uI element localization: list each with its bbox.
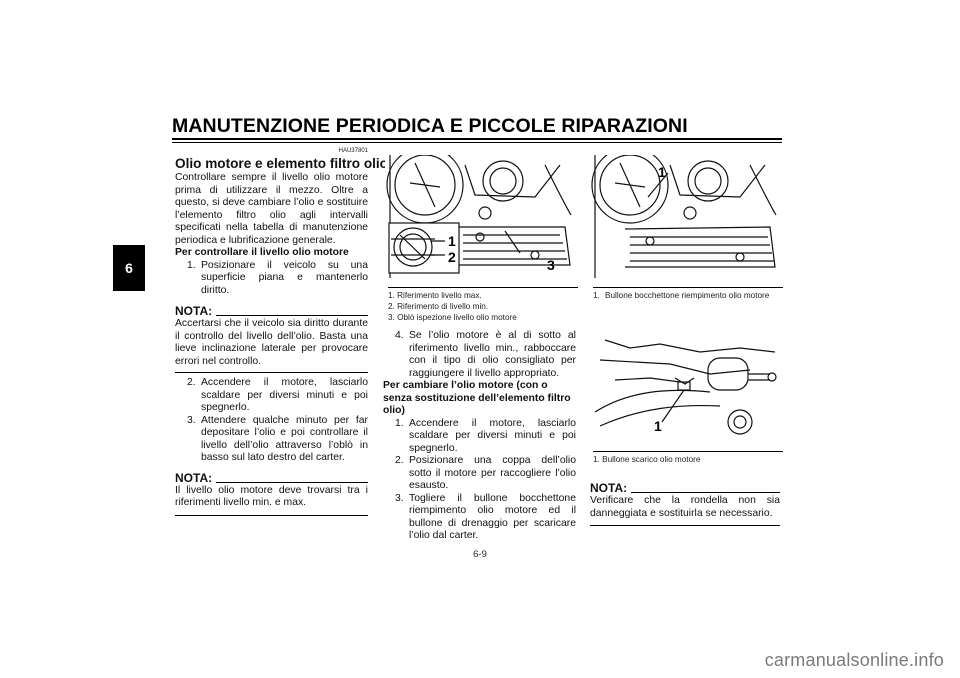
- figure2-caption-text: Bullone bocchettone riempimento olio motore: [605, 291, 770, 300]
- watermark: carmanualsonline.info: [764, 650, 944, 670]
- figure3-caption-block: [593, 451, 783, 465]
- figure1-caption-2: 2. Riferimento di livello min.: [388, 302, 489, 311]
- change-step-3: [383, 493, 576, 543]
- step-3: [175, 415, 368, 465]
- nota-1-label: NOTA:: [175, 304, 213, 318]
- change-heading: Per cambiare l’olio motore (con o senza sostituzione dell’elemento filtro olio): [383, 380, 571, 416]
- nota-2-text: Il livello olio motore deve trovarsi tra i riferimenti livello min. e max.: [175, 484, 368, 508]
- step-2-text: Accendere il motore, lasciarlo scaldare per diversi minuti e poi spegnerlo.: [201, 377, 368, 413]
- change-step-1: [383, 418, 576, 456]
- header-rule: [172, 138, 782, 140]
- left-column: [175, 148, 388, 516]
- figure3-callout-1: 1: [654, 418, 662, 434]
- oil-filler-bolt-figure: [590, 155, 778, 278]
- figure2-caption-block: [593, 287, 783, 301]
- section-title: Olio motore e elemento filtro olio: [175, 156, 388, 171]
- nota-1-heading: [175, 304, 368, 318]
- step-1-text: Posizionare il veicolo su una superficie piana e mantenerlo diritto.: [201, 259, 368, 296]
- nota-3-end-rule: [590, 525, 780, 526]
- figure1-caption-rule: [388, 287, 578, 288]
- step-1: [175, 260, 368, 298]
- figure3-caption-rule: [593, 451, 783, 452]
- nota-2-heading: [175, 471, 368, 485]
- nota-1-text: Accertarsi che il veicolo sia diritto durante il controllo del livello dell’olio. Basta una lieve inclinazione laterale per provocare errori nel controllo.: [175, 318, 368, 367]
- change-step-1-number: 1.: [395, 417, 404, 429]
- figure2-caption-number: 1.: [593, 291, 600, 300]
- step-4: [383, 330, 576, 380]
- header-rule-thin: [172, 142, 782, 143]
- step-1-number: 1.: [187, 259, 196, 271]
- change-step-3-number: 3.: [395, 492, 404, 504]
- nota-1-rule: [216, 315, 368, 316]
- step-2: [175, 377, 368, 415]
- intro-paragraph: Controllare sempre il livello olio motore prima di utilizzare il mezzo. Oltre a questo, si deve cambiare l’olio e sostituire l’elemento filtro olio agli intervalli specificati nella tabella di manutenzione periodica e lubrificazione generale.: [175, 172, 368, 246]
- page-header-title: MANUTENZIONE PERIODICA E PICCOLE RIPARAZIONI: [172, 115, 688, 137]
- section-code: HAU37801: [338, 148, 368, 154]
- middle-column: [383, 330, 576, 543]
- engine-oil-level-figure: [385, 155, 573, 278]
- nota-2-end-rule: [175, 515, 368, 516]
- figure3-caption: 1. Bullone scarico olio motore: [593, 455, 701, 464]
- step-3-number: 3.: [187, 414, 196, 426]
- nota-3-label: NOTA:: [590, 481, 628, 495]
- nota-3: [590, 481, 780, 526]
- figure1-caption-3: 3. Oblò ispezione livello olio motore: [388, 313, 517, 322]
- nota-3-heading: [590, 481, 780, 495]
- change-step-2: [383, 455, 576, 493]
- step-3-text: Attendere qualche minuto per far depositare l’olio e poi controllare il livello dell’olio attraverso l’oblò in basso sul lato destro del carter.: [201, 414, 368, 463]
- change-step-3-text: Togliere il bullone bocchettone riempimento olio motore ed il bullone di drenaggio per scaricare l’olio dal carter.: [409, 492, 576, 541]
- nota-3-text: Verificare che la rondella non sia danneggiata e sostituirla se necessario.: [590, 495, 780, 519]
- oil-drain-bolt-figure: [590, 330, 778, 450]
- figure1-caption-1: 1. Riferimento livello max.: [388, 291, 482, 300]
- change-step-2-number: 2.: [395, 455, 404, 466]
- figure2-callout-1: 1: [658, 164, 666, 180]
- figure1-callout-3: 3: [547, 257, 555, 273]
- figure2-caption: [593, 290, 783, 301]
- figure1-callout-2: 2: [448, 249, 456, 265]
- check-heading: Per controllare il livello olio motore: [175, 247, 349, 258]
- change-step-1-text: Accendere il motore, lasciarlo scaldare per diversi minuti e poi spegnerlo.: [409, 417, 576, 454]
- nota-1-end-rule: [175, 372, 368, 373]
- step-2-number: 2.: [187, 377, 196, 388]
- figure1-captions: [388, 287, 578, 323]
- nota-2-label: NOTA:: [175, 470, 213, 485]
- step-4-number: 4.: [395, 330, 404, 341]
- change-step-2-text: Posizionare una coppa dell’olio sotto il motore per raccogliere l’olio esausto.: [409, 455, 576, 491]
- chapter-tab: 6: [113, 245, 145, 291]
- step-4-text: Se l’olio motore è al di sotto al riferimento livello min., rabboccare con il tipo di olio consigliato per raggiungere il livello appropriato.: [409, 330, 576, 379]
- figure2-caption-rule: [593, 287, 783, 288]
- page-number: 6-9: [473, 549, 487, 560]
- nota-3-rule: [631, 492, 780, 493]
- figure1-callout-1: 1: [448, 233, 456, 249]
- nota-2-rule: [216, 482, 368, 483]
